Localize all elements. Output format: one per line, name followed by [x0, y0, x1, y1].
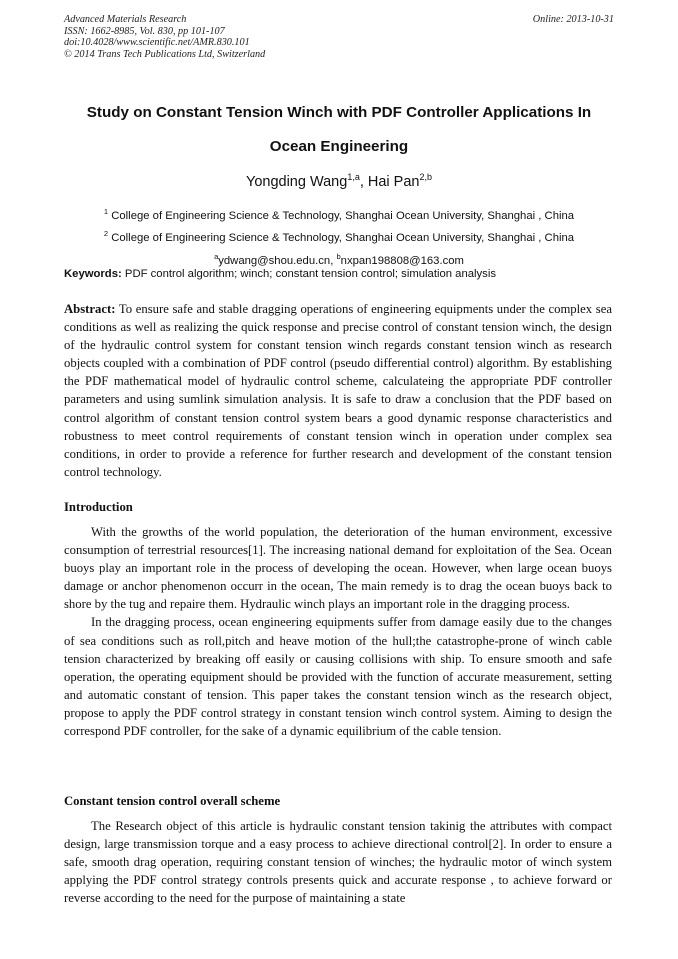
author-list	[0, 172, 678, 190]
title-line-2: Ocean Engineering	[269, 138, 409, 155]
online-date: Online: 2013-10-31	[532, 14, 614, 25]
title-line-1: Study on Constant Tension Winch with PDF Controller Applications In	[86, 104, 592, 121]
affiliation-2	[0, 225, 678, 247]
author-name: Hai Pan	[367, 173, 420, 190]
keywords	[64, 268, 614, 280]
introduction-body	[64, 523, 612, 740]
affiliation-text: College of Engineering Science & Technology, Shanghai Ocean University, Shanghai , China	[111, 232, 575, 245]
email-sup: b	[336, 251, 341, 261]
abstract-label: Abstract:	[64, 302, 116, 316]
affiliation-1	[0, 203, 678, 225]
copyright: © 2014 Trans Tech Publications Ltd, Switzerland	[64, 48, 266, 60]
keywords-label: Keywords:	[64, 268, 122, 280]
section-heading-overall-scheme: Constant tension control overall scheme	[64, 794, 281, 808]
section-heading-introduction: Introduction	[64, 500, 133, 514]
email-separator: ,	[330, 254, 337, 267]
paragraph: With the growths of the world population, the deterioration of the human environment, excessive consumption of terrestrial resources[1]. The increasing national demand for exploitation of the Sea. Ocean buoys play an important role in the process of developing the ocean. However, when large ocean buoys damage or anchor phenomenon occurr in the ocean, The main remedy is to drag the ocean buoys back to shore by the tug and repaire them. Hydraulic winch plays an important role in the dragging process.	[64, 525, 612, 612]
email-sup: a	[214, 251, 219, 261]
email-a[interactable]: ydwang@shou.edu.cn	[218, 254, 331, 267]
doi: doi:10.4028/www.scientific.net/AMR.830.101	[64, 37, 250, 49]
paragraph: The Research object of this article is hydraulic constant tension takinig the attributes with compact design, large transmission torque and a easy process to achieve directional control[2]. In order to ensure a safe, smooth drag operation, requiring constant tension of winches; the hydraulic motor of winch system applying the PDF control strategy controls presents quick and accurate response , to achieve forward or reverse according to the need for the purpose of maintaining a state	[64, 819, 612, 906]
author-separator: ,	[359, 173, 368, 190]
affiliation-text: College of Engineering Science & Technology, Shanghai Ocean University, Shanghai , China	[111, 209, 575, 222]
journal-info	[64, 14, 265, 60]
email-b[interactable]: nxpan198808@163.com	[340, 254, 464, 267]
affiliations	[0, 203, 678, 270]
abstract	[64, 300, 612, 481]
affiliation-sup: 2	[103, 229, 109, 239]
author-sup: 2,b	[419, 172, 432, 182]
author-name: Yongding Wang	[245, 173, 348, 190]
abstract-text: To ensure safe and stable dragging operations of engineering equipments under the complex sea conditions as well as realizing the quick response and precise control of constant tension winch, the design of the hydraulic control system for constant tension winch regards constant tension winch as research objects coupled with a combination of PDF control (pseudo differential control) algorithm. By establishing the PDF mathematical model of hydraulic control scheme, calculateing the appropriate PDF controller parameters and using sumlink simulation analysis. It is safe to draw a conclusion that the PDF based on control algorithm of constant tension control system bears a good dynamic response characteristics and robustness to meet control requirements of constant tension winch in operation under complex sea conditions, in order to provide a reference for further research and development of the constant tension control technology.	[64, 302, 612, 479]
overall-scheme-body	[64, 817, 612, 907]
paper-title	[40, 96, 638, 164]
issn: ISSN: 1662-8985, Vol. 830, pp 101-107	[64, 25, 225, 37]
paragraph: In the dragging process, ocean engineering equipments suffer from damage easily due to the changes of sea conditions such as roll,pitch and heave motion of the hull;the catastrophe-prone of winch cable tension characterized by breaking off easily or causing collisions with ship. To ensure smooth and safe operation, the operating equipment should be provided with the function of accurate measurement, setting and automatic constant of tension. This paper takes the constant tension winch as the research object, propose to apply the PDF control strategy in constant tension winch control system. Aiming to design the correspond PDF controller, for the sake of a dynamic equilibrium of the cable tension.	[64, 615, 612, 739]
email-line	[0, 248, 678, 270]
affiliation-sup: 1	[103, 207, 109, 216]
author-sup: 1,a	[347, 172, 360, 182]
keywords-text: PDF control algorithm; winch; constant tension control; simulation analysis	[124, 268, 496, 280]
journal-name: Advanced Materials Research	[64, 14, 187, 25]
